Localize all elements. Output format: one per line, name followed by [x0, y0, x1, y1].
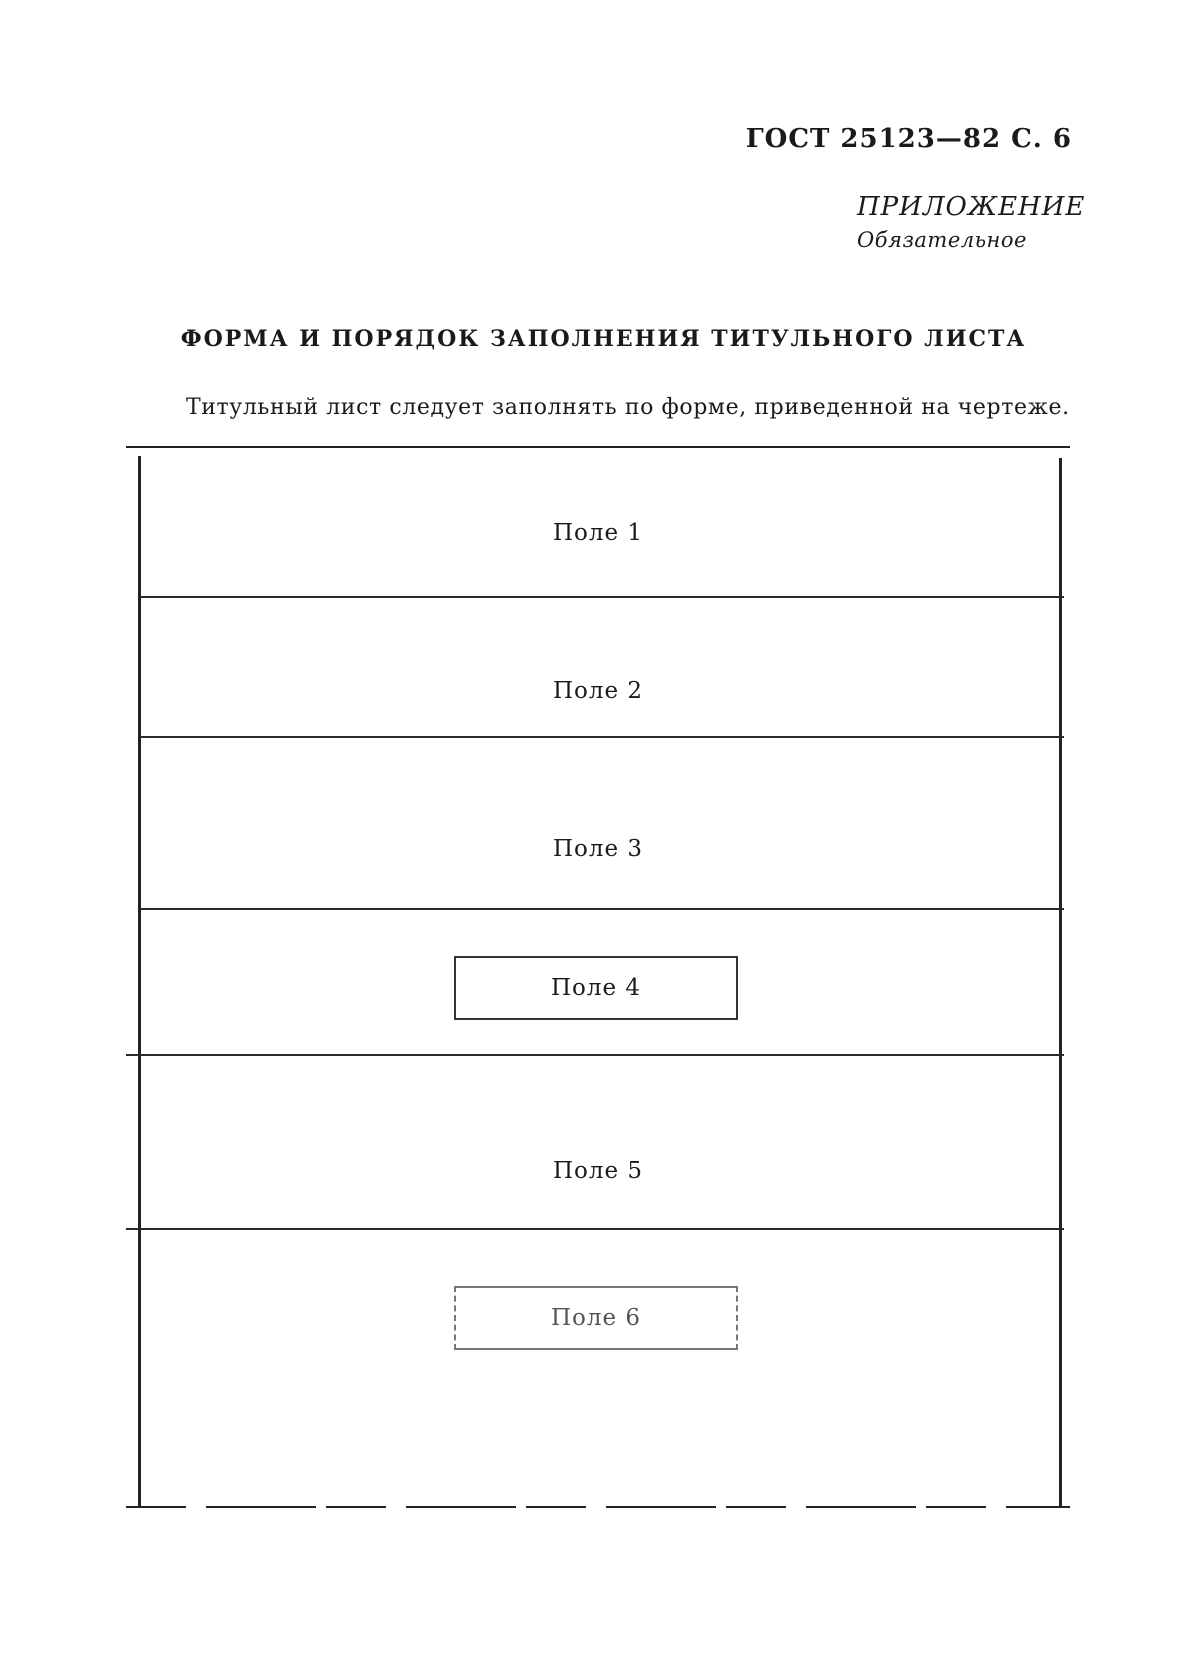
field-6-box: [454, 1286, 738, 1350]
form-right-border: [1059, 458, 1062, 1506]
field-5-label: Поле 5: [552, 1158, 644, 1184]
divider-5: [126, 1228, 1064, 1230]
appendix-status: Обязательное: [857, 228, 1027, 252]
form-bottom-border: [126, 1506, 1070, 1508]
divider-2: [140, 736, 1064, 738]
standard-reference: ГОСТ 25123—82 С. 6: [745, 124, 1072, 154]
field-6-label: Поле 6: [550, 1305, 642, 1331]
field-1-label: Поле 1: [552, 520, 644, 546]
intro-paragraph: Титульный лист следует заполнять по форме, приведенной на чертеже.: [186, 395, 1070, 420]
field-2-label: Поле 2: [552, 678, 644, 704]
form-left-border: [138, 456, 141, 1506]
field-3-label: Поле 3: [552, 836, 644, 862]
divider-1: [140, 596, 1064, 598]
divider-4: [126, 1054, 1064, 1056]
page-title: ФОРМА И ПОРЯДОК ЗАПОЛНЕНИЯ ТИТУЛЬНОГО ЛИСТА: [180, 326, 1027, 352]
appendix-heading: ПРИЛОЖЕНИЕ: [857, 192, 1086, 222]
field-4-box: [454, 956, 738, 1020]
field-4-label: Поле 4: [550, 975, 642, 1001]
divider-3: [140, 908, 1064, 910]
title-sheet-form: [126, 446, 1070, 1508]
